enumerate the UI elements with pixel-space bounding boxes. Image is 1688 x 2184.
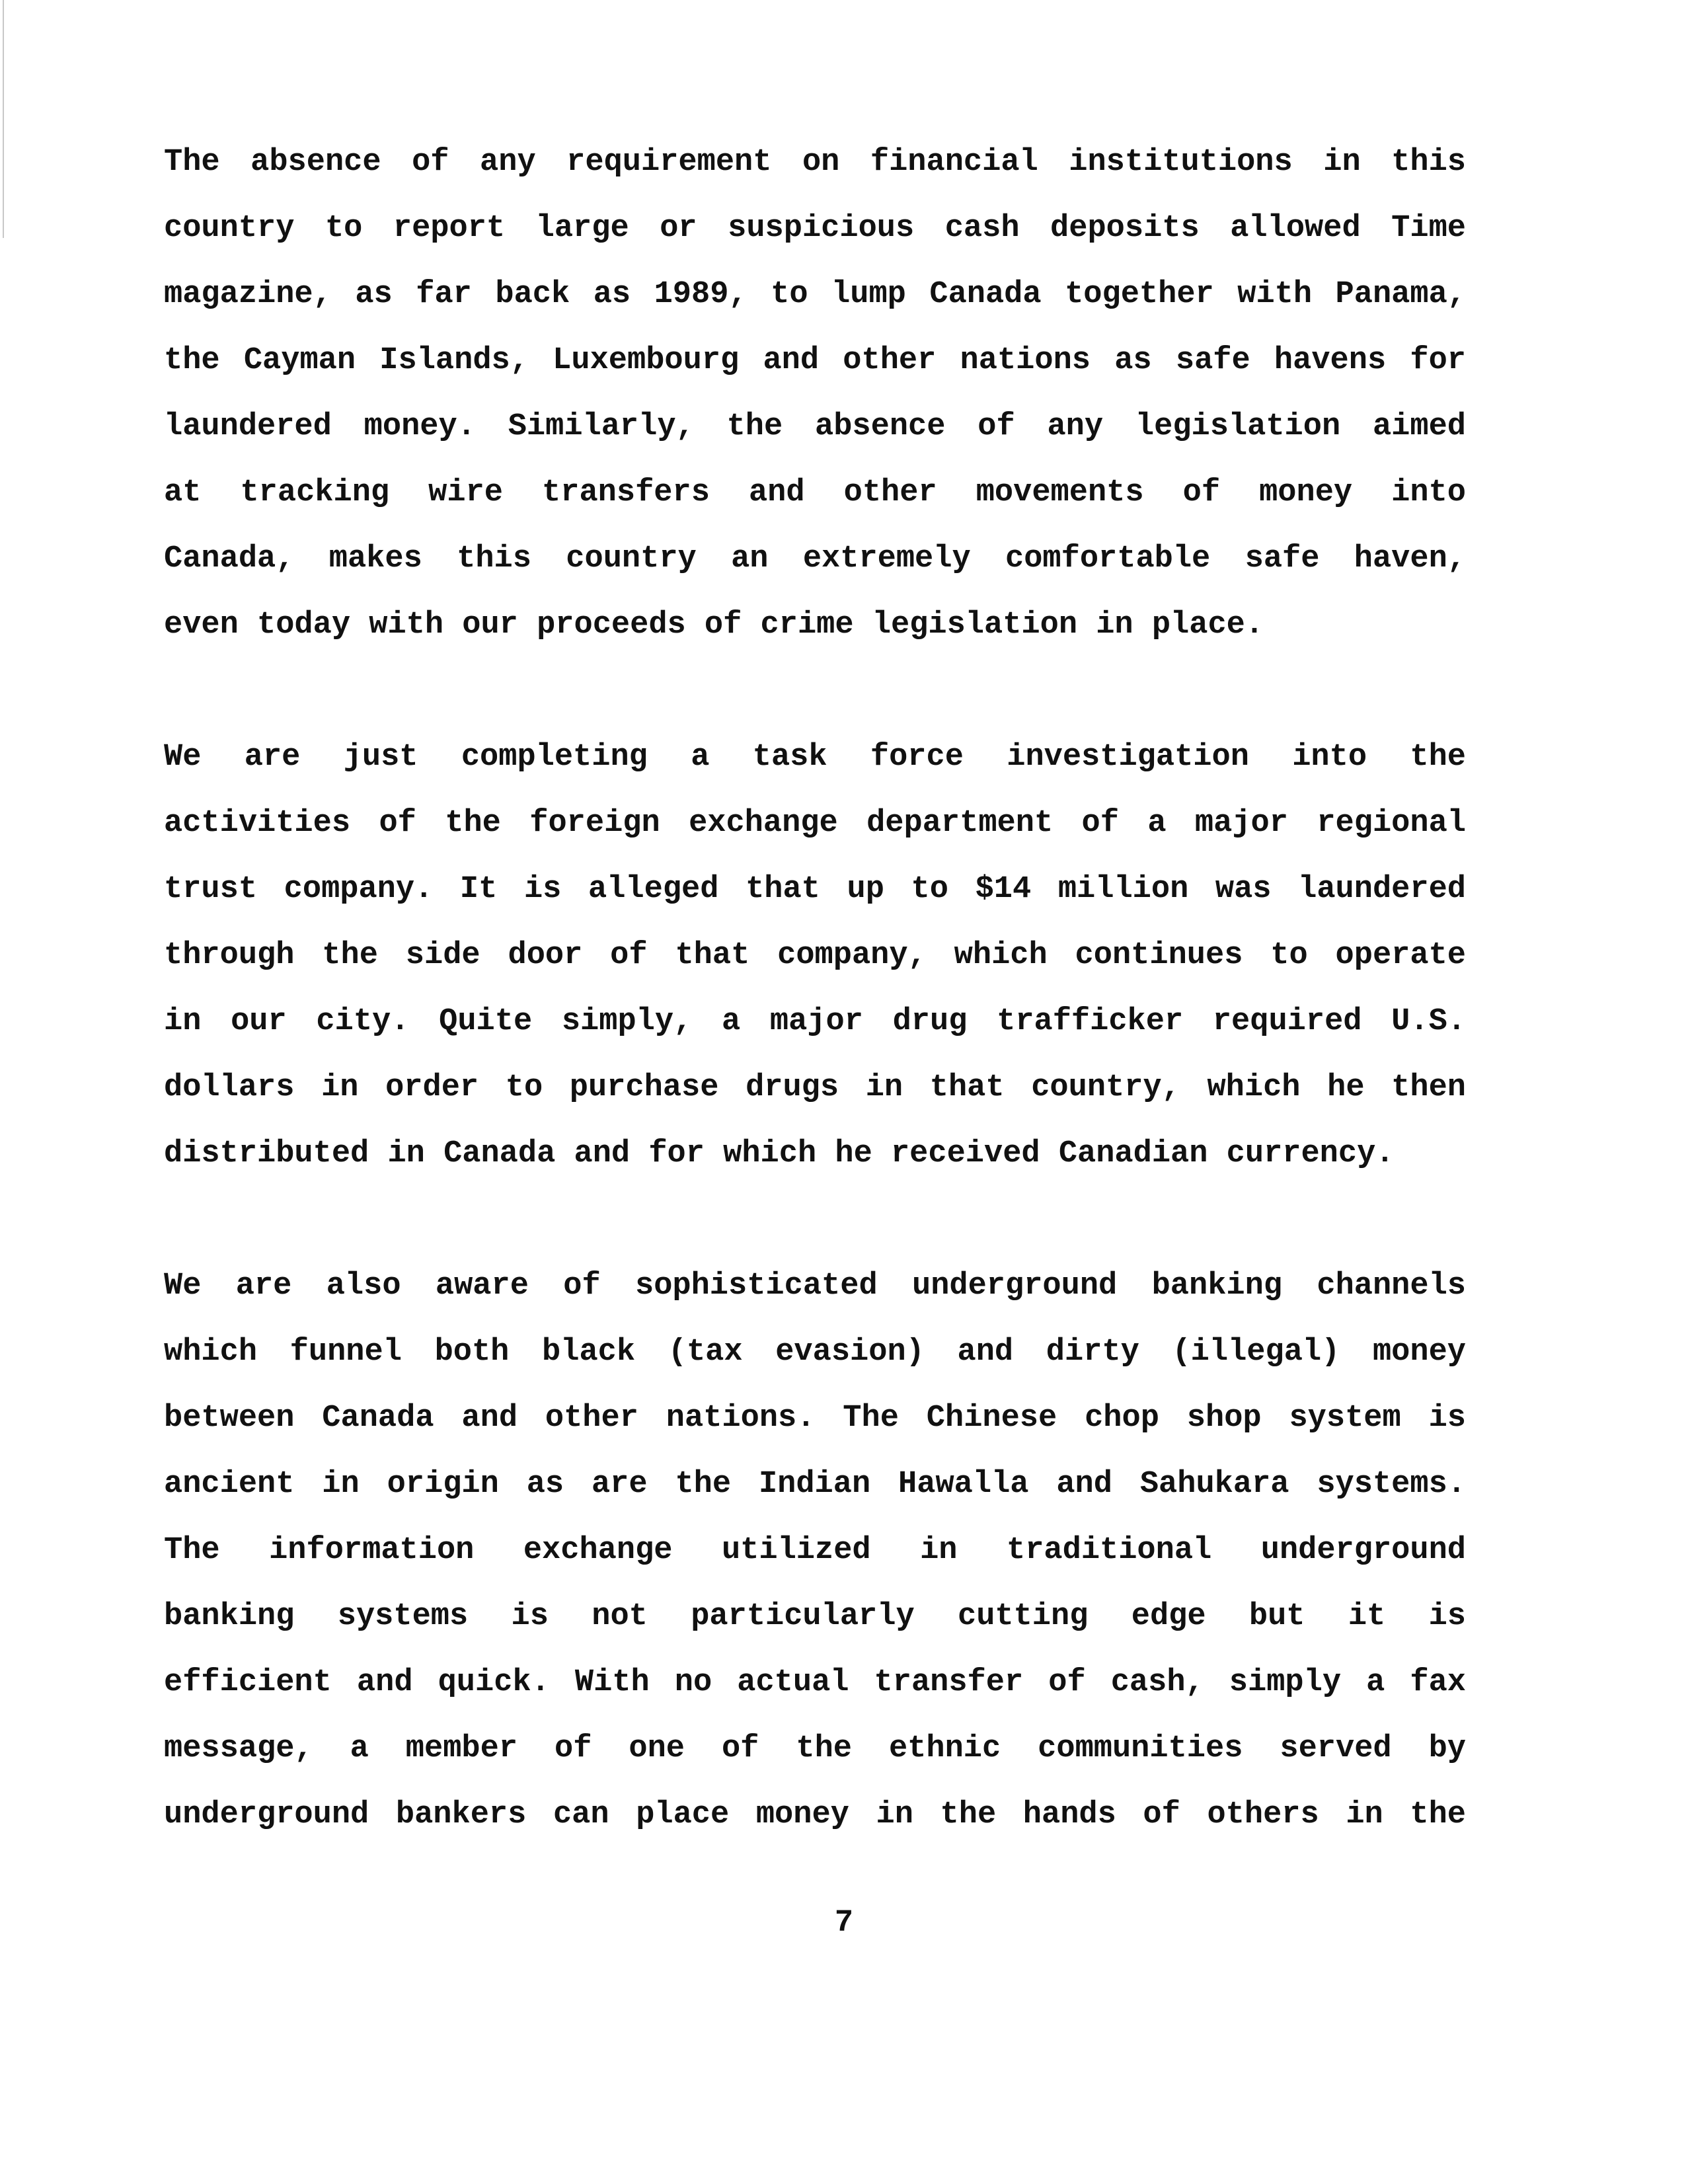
text-line: We are also aware of sophisticated underground banking channels [164,1268,1466,1304]
text-line: Canada, makes this country an extremely comfortable safe haven, [164,541,1466,576]
text-line: magazine, as far back as 1989, to lump Canada together with Panama, [164,277,1466,312]
text-line: underground bankers can place money in the hands of others in the [164,1797,1466,1832]
text-line: the Cayman Islands, Luxembourg and other nations as safe havens for [164,343,1466,378]
text-line: message, a member of one of the ethnic communities served by [164,1731,1466,1766]
text-line: trust company. It is alleged that up to $14 million was laundered [164,872,1466,907]
paragraph-3 [164,1253,1466,1848]
text-line: ancient in origin as are the Indian Hawalla and Sahukara systems. [164,1467,1466,1502]
text-line: distributed in Canada and for which he received Canadian currency. [164,1136,1395,1171]
paragraph-1 [164,130,1466,658]
scan-edge-mark [3,0,4,238]
text-line: which funnel both black (tax evasion) and dirty (illegal) money [164,1335,1466,1370]
paragraph-2 [164,724,1466,1187]
text-line: The information exchange utilized in traditional underground [164,1533,1466,1568]
page-number: 7 [834,1906,854,1941]
text-line: efficient and quick. With no actual transfer of cash, simply a fax [164,1665,1466,1700]
text-line: through the side door of that company, which continues to operate [164,938,1466,973]
text-line: The absence of any requirement on financial institutions in this [164,145,1466,180]
body-text [164,130,1466,1914]
text-line: country to report large or suspicious cash deposits allowed Time [164,211,1466,246]
text-line: between Canada and other nations. The Chinese chop shop system is [164,1401,1466,1436]
text-line: at tracking wire transfers and other movements of money into [164,475,1466,510]
text-line: dollars in order to purchase drugs in that country, which he then [164,1070,1466,1105]
text-line: We are just completing a task force investigation into the [164,740,1466,775]
text-line: banking systems is not particularly cutting edge but it is [164,1599,1466,1634]
text-line: laundered money. Similarly, the absence of any legislation aimed [164,409,1466,444]
text-line: activities of the foreign exchange department of a major regional [164,806,1466,841]
text-line: even today with our proceeds of crime legislation in place. [164,607,1264,643]
text-line: in our city. Quite simply, a major drug trafficker required U.S. [164,1004,1466,1039]
